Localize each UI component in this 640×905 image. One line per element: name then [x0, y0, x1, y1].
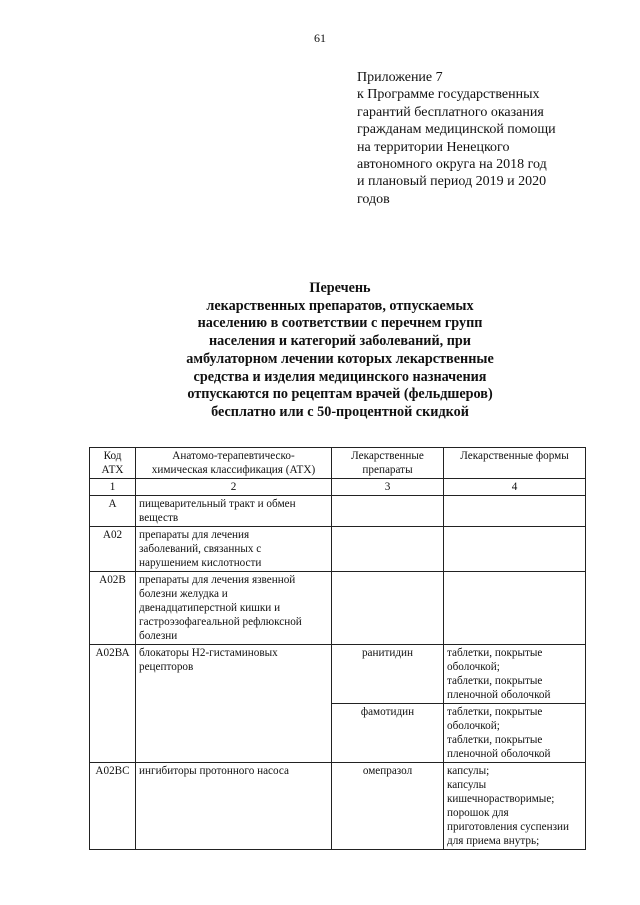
- header-forms: [444, 448, 586, 479]
- drug-forms: [444, 645, 586, 704]
- drug-cell: [332, 527, 444, 572]
- header-text: Код: [103, 450, 122, 462]
- atc-code: А02: [90, 527, 136, 572]
- appendix-line: и плановый период 2019 и 2020: [357, 174, 547, 190]
- column-number: 4: [444, 479, 586, 496]
- cell-line: пищеварительный тракт и обмен: [139, 498, 296, 510]
- page-number: 61: [314, 31, 326, 45]
- table-row: [90, 572, 586, 645]
- cell-line: для приема внутрь;: [447, 835, 540, 847]
- cell-line: порошок для: [447, 807, 509, 819]
- cell-line: кишечнорастворимые;: [447, 793, 555, 805]
- title-line: населению в соответствии с перечнем групп: [197, 315, 483, 332]
- appendix-line: к Программе государственных: [357, 87, 540, 103]
- cell-line: заболеваний, связанных с: [139, 543, 262, 555]
- document-title: [0, 280, 640, 422]
- header-text: Лекарственные: [351, 450, 424, 462]
- drug-cell: [332, 572, 444, 645]
- appendix-line: гарантий бесплатного оказания: [357, 104, 544, 120]
- cell-line: рецепторов: [139, 661, 194, 673]
- appendix-line: автономного округа на 2018 год: [357, 157, 547, 173]
- drug-name: фамотидин: [332, 704, 444, 763]
- cell-line: гастроэзофагеальной рефлюксной: [139, 616, 302, 628]
- cell-line: ингибиторы протонного насоса: [139, 765, 289, 777]
- cell-line: блокаторы Н2-гистаминовых: [139, 647, 278, 659]
- title-line: средства и изделия медицинского назначения: [193, 368, 487, 385]
- form-cell: [444, 572, 586, 645]
- cell-line: капсулы;: [447, 765, 490, 777]
- appendix-header: [357, 69, 627, 208]
- table-row: [90, 763, 586, 850]
- header-text: Лекарственные формы: [460, 450, 569, 462]
- cell-line: пленочной оболочкой: [447, 689, 551, 701]
- drug-name: ранитидин: [332, 645, 444, 704]
- title-line: бесплатно или с 50-процентной скидкой: [211, 403, 469, 420]
- cell-line: приготовления суспензии: [447, 821, 569, 833]
- cell-line: оболочкой;: [447, 661, 500, 673]
- cell-line: препараты для лечения язвенной: [139, 574, 296, 586]
- form-cell: [444, 496, 586, 527]
- cell-line: таблетки, покрытые: [447, 647, 543, 659]
- appendix-line: гражданам медицинской помощи: [357, 122, 556, 138]
- drug-cell: [332, 496, 444, 527]
- cell-line: веществ: [139, 512, 179, 524]
- atc-code: А02ВА: [90, 645, 136, 763]
- header-classification: [136, 448, 332, 479]
- header-text: препараты: [362, 464, 413, 476]
- header-drugs: [332, 448, 444, 479]
- atc-classification: [136, 645, 332, 763]
- title-line: амбулаторном лечении которых лекарственные: [186, 350, 494, 367]
- header-text: Анатомо-терапевтическо-: [172, 450, 295, 462]
- appendix-line: Приложение 7: [357, 70, 443, 85]
- drug-name: омепразол: [332, 763, 444, 850]
- drug-forms: [444, 704, 586, 763]
- column-number: 3: [332, 479, 444, 496]
- table-header-row: [90, 448, 586, 479]
- atc-classification: [136, 763, 332, 850]
- cell-line: капсулы: [447, 779, 487, 791]
- atc-classification: [136, 527, 332, 572]
- cell-line: оболочкой;: [447, 720, 500, 732]
- atc-code: А: [90, 496, 136, 527]
- column-number: 2: [136, 479, 332, 496]
- cell-line: препараты для лечения: [139, 529, 250, 541]
- cell-line: болезни желудка и: [139, 588, 228, 600]
- title-line: лекарственных препаратов, отпускаемых: [206, 297, 474, 314]
- table-row: [90, 645, 586, 704]
- table-row: [90, 527, 586, 572]
- drug-forms: [444, 763, 586, 850]
- header-text: химическая классификация (АТХ): [151, 464, 316, 476]
- cell-line: двенадцатиперстной кишки и: [139, 602, 281, 614]
- cell-line: пленочной оболочкой: [447, 748, 551, 760]
- atc-classification: [136, 572, 332, 645]
- atc-code: А02ВС: [90, 763, 136, 850]
- header-text: АТХ: [101, 464, 124, 476]
- appendix-line: годов: [357, 191, 390, 207]
- title-line: отпускаются по рецептам врачей (фельдшеров): [187, 386, 493, 403]
- atc-table: [89, 447, 586, 850]
- atc-classification: [136, 496, 332, 527]
- header-code: [90, 448, 136, 479]
- atc-code: А02В: [90, 572, 136, 645]
- column-number-row: [90, 479, 586, 496]
- cell-line: таблетки, покрытые: [447, 706, 543, 718]
- cell-line: таблетки, покрытые: [447, 675, 543, 687]
- title-line: населения и категорий заболеваний, при: [209, 333, 471, 350]
- cell-line: болезни: [139, 630, 178, 642]
- form-cell: [444, 527, 586, 572]
- cell-line: нарушением кислотности: [139, 557, 262, 569]
- cell-line: таблетки, покрытые: [447, 734, 543, 746]
- column-number: 1: [90, 479, 136, 496]
- appendix-line: на территории Ненецкого: [357, 139, 510, 155]
- table-row: [90, 496, 586, 527]
- title-line: Перечень: [309, 280, 371, 296]
